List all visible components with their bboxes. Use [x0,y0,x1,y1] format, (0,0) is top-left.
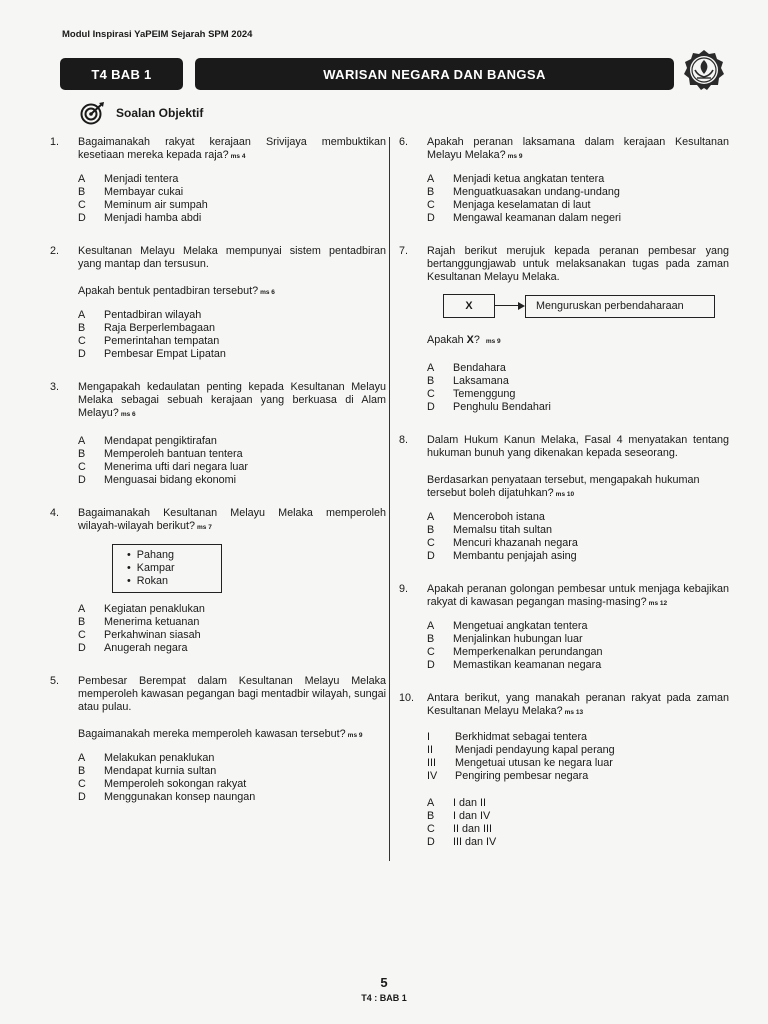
question-text: Kesultanan Melayu Melaka mempunyai sistem pentadbiran yang mantap dan tersusun. [78,245,386,270]
answer-options [78,435,386,487]
page-number: 5 [380,975,388,990]
option-a[interactable]: A Menjadi ketua angkatan tentera [427,173,605,185]
chapter-code: T4 BAB 1 [91,66,152,82]
answer-options [427,173,729,225]
option-c[interactable]: C Perkahwinan siasah [78,629,201,641]
answer-options [427,797,729,849]
option-b[interactable]: B Mendapat kurnia sultan [78,765,217,777]
question-number: 6. [399,136,409,148]
question-text: Pembesar Berempat dalam Kesultanan Melayu Melaka memperoleh kawasan pegangan bagi mentadbir wilayah, sungai atau pulau. [78,675,386,713]
question-1 [50,136,386,225]
option-c[interactable]: C Memperoleh sokongan rakyat [78,778,247,790]
statement-iii: III Mengetuai utusan ke negara luar [427,757,613,769]
option-a[interactable]: A Mengetuai angkatan tentera [427,620,588,632]
option-d[interactable]: D Membantu penjajah asing [427,550,577,562]
option-c[interactable]: C Memperkenalkan perundangan [427,646,603,658]
region-item: • Kampar [127,562,213,575]
option-b[interactable]: B Raja Berperlembagaan [78,322,216,334]
chapter-code-banner [60,58,183,90]
option-c[interactable]: C Mencuri khazanah negara [427,537,578,549]
option-a[interactable]: A Pentadbiran wilayah [78,309,202,321]
question-5 [50,675,386,804]
page-ref: ms 9 [485,338,501,345]
option-b[interactable]: B Memperoleh bantuan tentera [78,448,243,460]
question-10 [399,692,729,849]
option-d[interactable]: D Menjadi hamba abdi [78,212,202,224]
answer-options [78,752,386,804]
option-b[interactable]: B Laksamana [427,375,509,387]
column-divider [389,137,390,861]
role-diagram [443,294,729,318]
page-ref: ms 9 [347,732,363,739]
option-c[interactable]: C Temenggung [427,388,516,400]
option-a[interactable]: A Kegiatan penaklukan [78,603,205,615]
option-b[interactable]: B Menjalinkan hubungan luar [427,633,583,645]
section-title: Soalan Objektif [116,106,204,120]
footer-chapter: T4 : BAB 1 [361,993,407,1003]
answer-options [78,603,386,655]
option-d[interactable]: D Menggunakan konsep naungan [78,791,256,803]
question-subtext: Bagaimanakah mereka memperoleh kawasan tersebut? ms 9 [78,728,363,740]
region-item: • Pahang [127,549,213,562]
option-b[interactable]: B Menguatkuasakan undang-undang [427,186,620,198]
diagram-box-task: Menguruskan perbendaharaan [525,295,715,318]
question-4 [50,507,386,655]
option-c[interactable]: C II dan III [427,823,493,835]
region-list-box [112,544,222,593]
statement-list [427,731,729,783]
page-ref: ms 6 [120,411,136,418]
yapeim-emblem-icon [683,48,725,92]
page-ref: ms 6 [260,289,275,296]
question-6 [399,136,729,225]
option-b[interactable]: B Menerima ketuanan [78,616,200,628]
option-c[interactable]: C Menerima ufti dari negara luar [78,461,249,473]
question-number: 2. [50,245,60,257]
option-a[interactable]: A Bendahara [427,362,506,374]
option-c[interactable]: C Pemerintahan tempatan [78,335,220,347]
page-ref: ms 12 [648,600,668,607]
option-b[interactable]: B Membayar cukai [78,186,184,198]
option-d[interactable]: D Menguasai bidang ekonomi [78,474,237,486]
question-number: 5. [50,675,60,687]
question-number: 10. [399,692,415,704]
page-ref: ms 13 [564,709,584,716]
question-number: 8. [399,434,409,446]
option-d[interactable]: D Pembesar Empat Lipatan [78,348,226,360]
question-subtext: Berdasarkan penyataan tersebut, mengapakah hukuman tersebut boleh dijatuhkan? ms 10 [427,474,700,499]
page-ref: ms 10 [555,491,575,498]
chapter-title-banner [195,58,674,90]
option-c[interactable]: C Menjaga keselamatan di laut [427,199,591,211]
section-heading [80,101,203,125]
question-2 [50,245,386,361]
statement-iv: IV Pengiring pembesar negara [427,770,589,782]
answer-options [427,362,729,414]
option-d[interactable]: D Mengawal keamanan dalam negeri [427,212,622,224]
question-text: Apakah peranan laksamana dalam kerajaan Kesultanan Melayu Melaka? ms 9 [427,136,729,161]
region-item: • Rokan [127,575,213,588]
option-a[interactable]: A Melakukan penaklukan [78,752,215,764]
question-number: 3. [50,381,60,393]
module-title: Modul Inspirasi YaPEIM Sejarah SPM 2024 [62,29,253,40]
question-number: 1. [50,136,60,148]
question-text: Bagaimanakah rakyat kerajaan Srivijaya membuktikan kesetiaan mereka kepada raja? ms 4 [78,136,386,161]
question-number: 9. [399,583,409,595]
page-ref: ms 9 [507,153,523,160]
question-number: 7. [399,245,409,257]
question-9 [399,583,729,672]
option-a[interactable]: A I dan II [427,797,487,809]
option-d[interactable]: D Anugerah negara [78,642,188,654]
question-number: 4. [50,507,60,519]
option-d[interactable]: D Penghulu Bendahari [427,401,551,413]
answer-options [427,511,729,563]
question-text: Antara berikut, yang manakah peranan rakyat pada zaman Kesultanan Melayu Melaka? ms 13 [427,692,729,717]
question-3 [50,381,386,487]
option-d[interactable]: D Memastikan keamanan negara [427,659,602,671]
question-8 [399,434,729,563]
diagram-box-x: X [443,294,495,318]
option-c[interactable]: C Meminum air sumpah [78,199,208,211]
statement-i: I Berkhidmat sebagai tentera [427,731,588,743]
option-a[interactable]: A Menceroboh istana [427,511,545,523]
questions-left-column [50,136,386,804]
option-b[interactable]: B Memalsu titah sultan [427,524,553,536]
page-ref: ms 4 [230,153,246,160]
question-subtext: Apakah bentuk pentadbiran tersebut? ms 6 [78,285,275,297]
answer-options [78,173,386,225]
questions-right-column [399,136,729,849]
answer-options [78,309,386,361]
question-7 [399,245,729,414]
option-b[interactable]: B I dan IV [427,810,491,822]
option-a[interactable]: A Menjadi tentera [78,173,179,185]
question-text: Apakah peranan golongan pembesar untuk menjaga kebajikan rakyat di kawasan pegangan masing-masing? ms 12 [427,583,729,608]
answer-options [427,620,729,672]
question-subtext: Apakah X? ms 9 [427,334,501,346]
question-text: Dalam Hukum Kanun Melaka, Fasal 4 menyatakan tentang hukuman bunuh yang dikenakan kepada seseorang. [427,434,729,459]
statement-ii: II Menjadi pendayung kapal perang [427,744,615,756]
question-text: Bagaimanakah Kesultanan Melayu Melaka memperoleh wilayah-wilayah berikut? ms 7 [78,507,386,532]
question-text: Rajah berikut merujuk kepada peranan pembesar yang bertanggungjawab untuk melaksanakan tugas pada zaman Kesultanan Melayu Melaka. [427,245,729,283]
arrow-right-icon [495,301,525,311]
question-text: Mengapakah kedaulatan penting kepada Kesultanan Melayu Melaka sebagai sebuah kerajaan yang berkuasa di Alam Melayu? ms 6 [78,381,386,419]
option-a[interactable]: A Mendapat pengiktirafan [78,435,217,447]
page-ref: ms 7 [197,524,212,531]
target-icon [80,101,106,125]
option-d[interactable]: D III dan IV [427,836,497,848]
chapter-title: WARISAN NEGARA DAN BANGSA [323,66,546,82]
